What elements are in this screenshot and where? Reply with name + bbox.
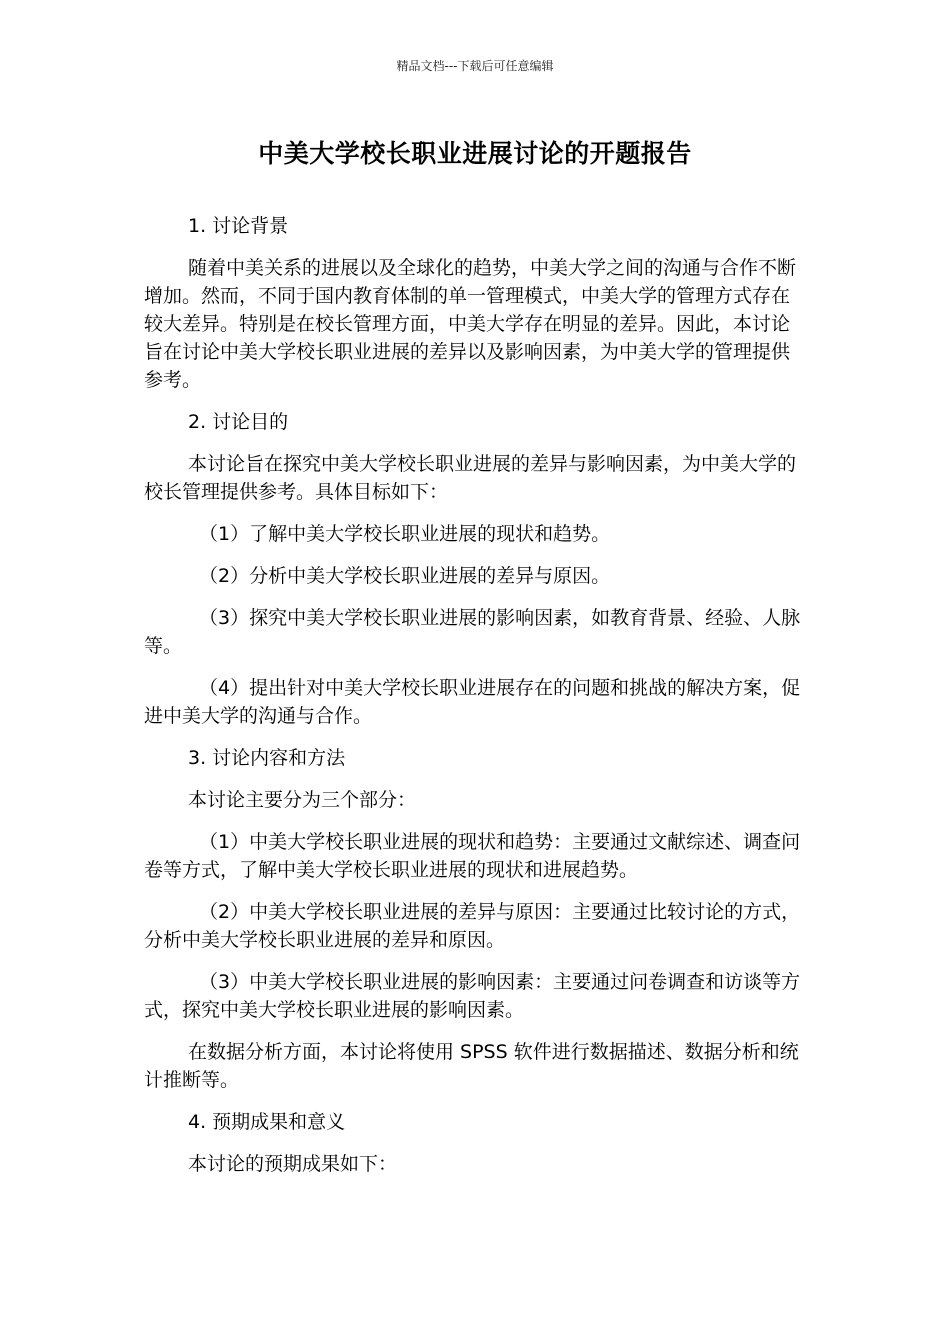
- list-item: （3）探究中美大学校长职业进展的影响因素，如教育背景、经验、人脉等。: [144, 607, 801, 657]
- paragraph-content-intro: 本讨论主要分为三个部分：: [188, 789, 417, 811]
- paragraph-purpose: 本讨论旨在探究中美大学校长职业进展的差异与影响因素，为中美大学的校长管理提供参考。具体目标如下：: [144, 453, 797, 503]
- list-item: （4）提出针对中美大学校长职业进展存在的问题和挑战的解决方案，促进中美大学的沟通与合作。: [144, 677, 801, 727]
- list-item: （1）了解中美大学校长职业进展的现状和趋势。: [199, 523, 611, 545]
- list-item: （2）中美大学校长职业进展的差异与原因：主要通过比较讨论的方式，分析中美大学校长职业进展的差异和原因。: [144, 901, 801, 951]
- list-item: （2）分析中美大学校长职业进展的差异与原因。: [199, 565, 611, 587]
- list-item: （1）中美大学校长职业进展的现状和趋势：主要通过文献综述、调查问卷等方式，了解中美大学校长职业进展的现状和进展趋势。: [144, 831, 801, 881]
- document-title: 中美大学校长职业进展讨论的开题报告: [258, 139, 692, 168]
- list-item: （3）中美大学校长职业进展的影响因素：主要通过问卷调查和访谈等方式，探究中美大学校长职业进展的影响因素。: [144, 971, 801, 1021]
- section-heading-expected-results: 4. 预期成果和意义: [188, 1111, 346, 1133]
- paragraph-expected-results: 本讨论的预期成果如下：: [188, 1153, 398, 1175]
- paragraph-data-analysis: 在数据分析方面，本讨论将使用 SPSS 软件进行数据描述、数据分析和统计推断等。: [144, 1041, 799, 1091]
- page-header: 精品文档---下载后可任意编辑: [396, 59, 554, 73]
- section-heading-content-method: 3. 讨论内容和方法: [188, 747, 346, 769]
- document-body: [144, 212, 808, 1192]
- paragraph-background: 随着中美关系的进展以及全球化的趋势，中美大学之间的沟通与合作不断增加。然而，不同于国内教育体制的单一管理模式，中美大学的管理方式存在较大差异。特别是在校长管理方面，中美大学存在明显的差异。因此，本讨论旨在讨论中美大学校长职业进展的差异以及影响因素，为中美大学的管理提供参考。: [144, 257, 797, 391]
- section-heading-background: 1. 讨论背景: [188, 215, 289, 237]
- section-heading-purpose: 2. 讨论目的: [188, 411, 289, 433]
